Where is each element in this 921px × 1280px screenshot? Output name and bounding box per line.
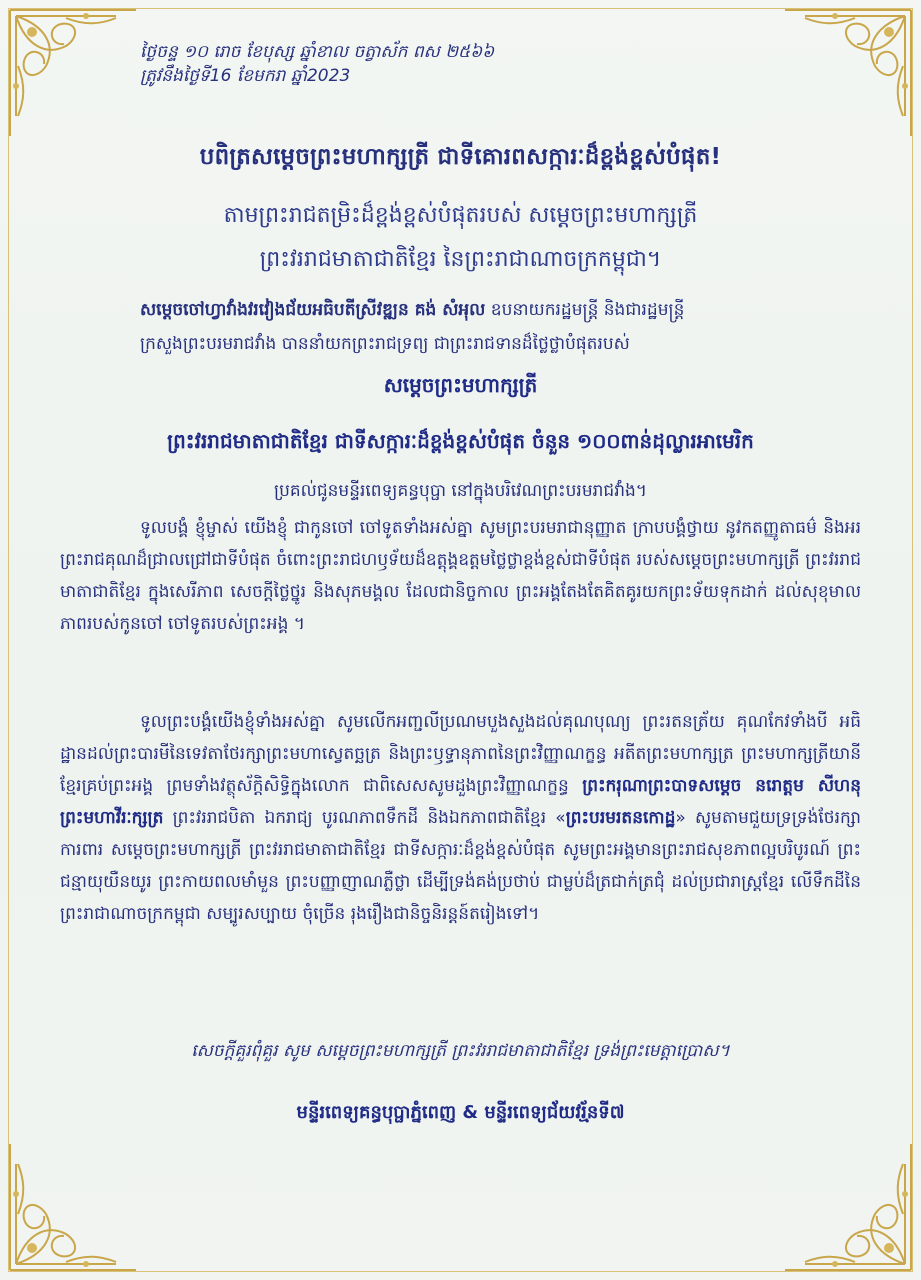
ornament-corner-icon <box>775 6 915 146</box>
minister-title: ឧបនាយករដ្ឋមន្ត្រី និងជារដ្ឋមន្ត្រី <box>485 300 685 320</box>
letter-title: បពិត្រសម្តេចព្រះមហាក្សត្រី ជាទីគោរពសក្ការៈដ៏ខ្ពង់ខ្ពស់បំផុត! <box>199 144 722 170</box>
paragraph-1-text: ទូលបង្គំ ខ្ញុំម្ចាស់ យើងខ្ញុំ ជាកូនចៅ ចៅទូតទាំងអស់គ្នា សូមព្រះបរមរាជានុញ្ញាត ក្រាបបង្គំថ្វាយ នូវកតញ្ញូតាធម៌ និងអរព្រះរាជគុណដ៏ជ្រាលជ្រៅជាទីបំផុត ចំពោះព្រះរាជហឫទ័យដ៏ឧត្តុង្គឧត្តមថ្លៃថ្លាខ្ពង់ខ្ពស់ជាទីបំផុត របស់សម្តេចព្រះមហាក្សត្រី ព្រះវររាជមាតាជាតិខ្មែរ ក្នុងសេរីភាព សេចក្តីថ្លៃថ្នូរ និងសុភមង្គល ដែលជានិច្ចកាល ព្រះអង្គតែងតែគិតគូរយកព្រះទ័យទុកដាក់ ដល់សុខុមាលភាពរបស់កូនចៅ ចៅទូតរបស់ព្រះអង្គ ។ <box>60 518 861 634</box>
king-father-name: ព្រះករុណាព្រះបាទសម្តេច នរោត្តម សីហនុ ព្រះមហាវីរៈក្សត្រ <box>60 776 861 828</box>
subtitle-line-1: តាមព្រះរាជតម្រិះដ៏ខ្ពង់ខ្ពស់បំផុតរបស់ សម្តេចព្រះមហាក្សត្រី <box>223 203 698 228</box>
intro-line-2: ក្រសួងព្រះបរមរាជវាំង បាននាំយកព្រះរាជទ្រព្យ ជាព្រះរាជទានដ៏ថ្លៃថ្លាបំផុតរបស់ <box>140 334 630 354</box>
paragraph-2-part-1: ទូលព្រះបង្គំយើងខ្ញុំទាំងអស់គ្នា សូមលើកអញ្ជលីប្រណមបួងសួងដល់គុណបុណ្យ ព្រះរតនត្រ័យ គុណកែវទាំងបី អធិដ្ឋានដល់ព្រះបារមីនៃទេវតាថែរក្សាព្រះមហាស្វេតច្ឆត្រ និងព្រះឫទ្ធានុភាពនៃព្រះវិញ្ញាណក្ខន្ធ អតីតព្រះមហាក្សត្រ ព្រះមហាក្សត្រីយានីខ្មែរគ្រប់ព្រះអង្គ ព្រមទាំងវត្ថុស័ក្តិសិទ្ធិក្នុងលោក ជាពិសេសសូមដួងព្រះវិញ្ញាណក្ខន្ធ <box>60 712 861 796</box>
signature: មន្ទីរពេទ្យគន្ធបុប្ផាភ្នំពេញ & មន្ទីរពេទ្យជ័យវរ្ម័នទី៧ <box>296 1102 625 1123</box>
royal-title: ព្រះបរមរតនកោដ្ឋ <box>565 808 676 828</box>
minister-name: សម្តេចចៅហ្វាវាំងវរវៀងជ័យអធិបតីស្រីវឌ្ឍន គង់ សំអុល <box>140 300 486 320</box>
paragraph-2 <box>60 706 861 1010</box>
paragraph-2-part-3: » សូមតាមជួយទ្រទ្រង់ថែរក្សាការពារ សម្តេចព្រះមហាក្សត្រី ព្រះវររាជមាតាជាតិខ្មែរ ជាទីសក្ការៈដ៏ខ្ពង់ខ្ពស់បំផុត សូមព្រះអង្គមានព្រះរាជសុខភាពល្អបរិបូរណ៍ ព្រះជន្មាយុយឺនយូរ ព្រះកាយពលមាំមួន ព្រះបញ្ញាញាណភ្លឺថ្លា ដើម្បីទ្រង់គង់ប្រថាប់ ជាម្លប់ដ៏ត្រជាក់ត្រជុំ ដល់ប្រជារាស្ត្រខ្មែរ លើទឹកដីនៃព្រះរាជាណាចក្រកម្ពុជា សម្បូរសប្បាយ ចុំច្រើន រុងរឿងជានិច្ចនិរន្តន៍តរៀងទៅ។ <box>60 808 861 924</box>
ornament-corner-icon <box>6 1134 146 1274</box>
closing-line: សេចក្តីគួរពុំគួរ សូម សម្តេចព្រះមហាក្សត្រី ព្រះវររាជមាតាជាតិខ្មែរ ទ្រង់ព្រះមេត្តាប្រោស។ <box>191 1041 730 1061</box>
paragraph-1 <box>60 512 861 684</box>
subtitle-line-2: ព្រះវររាជមាតាជាតិខ្មែរ នៃព្រះរាជាណាចក្រកម្ពុជា។ <box>259 247 662 272</box>
paragraph-2-part-2: ព្រះវររាជបិតា ឯករាជ្យ បូរណភាពទឹកដី និងឯកភាពជាតិខ្មែរ « <box>163 808 566 828</box>
lunar-date: ថ្ងៃចន្ទ ១០ រោច ខែបុស្ស ឆ្នាំខាល ចត្វាស័ក ពស ២៥៦៦ <box>140 42 495 62</box>
ornament-corner-icon <box>775 1134 915 1274</box>
recipient-line: ប្រគល់ជូនមន្ទីរពេទ្យគន្ធបុប្ផា នៅក្នុងបរិវេណព្រះបរមរាជវាំង។ <box>274 481 647 501</box>
ornament-corner-icon <box>6 6 146 146</box>
donation-line: ព្រះវររាជមាតាជាតិខ្មែរ ជាទីសក្ការៈដ៏ខ្ពង់ខ្ពស់បំផុត ចំនួន ១០០ពាន់ដុល្លារអាមេរិក <box>167 429 754 453</box>
queen-title: សម្តេចព្រះមហាក្សត្រី <box>383 373 538 397</box>
solar-date: ត្រូវនឹងថ្ងៃទី16 ខែមករា ឆ្នាំ2023 <box>140 66 351 86</box>
date-block <box>140 40 494 88</box>
intro-line-1 <box>140 292 861 328</box>
